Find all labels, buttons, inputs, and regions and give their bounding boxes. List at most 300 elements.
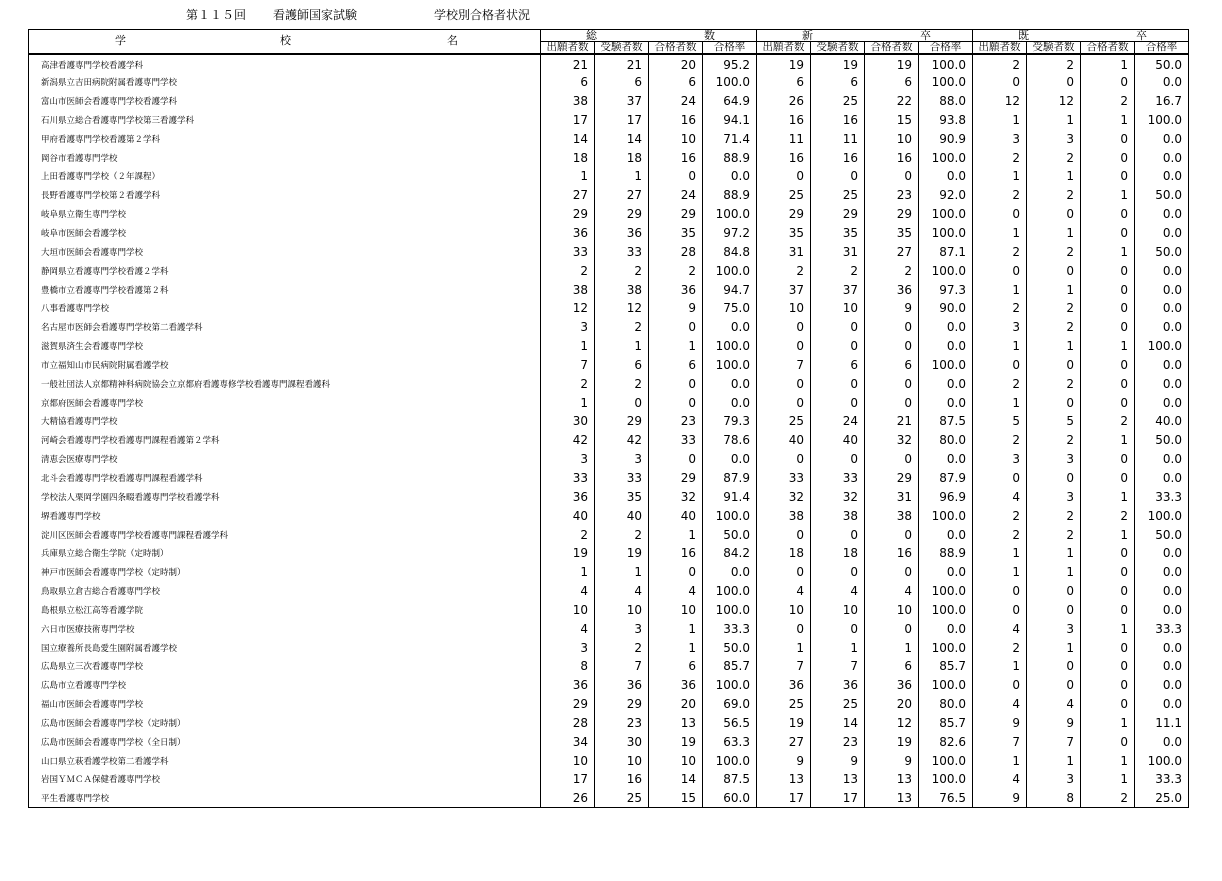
- total-applicants-cell: 1: [541, 167, 595, 186]
- total-passed-cell: 6: [649, 657, 703, 676]
- new-applicants-cell: 10: [757, 600, 811, 619]
- prior-applicants-cell: 1: [973, 224, 1027, 243]
- col-applicants: 出願者数: [541, 42, 595, 55]
- new-passed-cell: 9: [865, 751, 919, 770]
- total-examinees-cell: 30: [595, 732, 649, 751]
- total-examinees-cell: 16: [595, 770, 649, 789]
- new-pass-rate-cell: 100.0: [919, 205, 973, 224]
- new-applicants-cell: 32: [757, 487, 811, 506]
- new-pass-rate-cell: 100.0: [919, 638, 973, 657]
- table-row: [29, 487, 1189, 506]
- school-name-cell: 大精協看護専門学校: [29, 412, 541, 431]
- prior-examinees-cell: 3: [1027, 487, 1081, 506]
- table-row: [29, 431, 1189, 450]
- new-passed-cell: 21: [865, 412, 919, 431]
- new-examinees-cell: 35: [811, 224, 865, 243]
- total-applicants-cell: 38: [541, 280, 595, 299]
- total-pass-rate-cell: 0.0: [703, 393, 757, 412]
- total-pass-rate-cell: 100.0: [703, 205, 757, 224]
- col-pass-rate: 合格率: [703, 42, 757, 55]
- total-applicants-cell: 17: [541, 770, 595, 789]
- total-applicants-cell: 3: [541, 450, 595, 469]
- group-total-header: [541, 30, 757, 42]
- new-passed-cell: 0: [865, 525, 919, 544]
- total-applicants-cell: 2: [541, 525, 595, 544]
- prior-examinees-cell: 0: [1027, 657, 1081, 676]
- new-pass-rate-cell: 96.9: [919, 487, 973, 506]
- prior-passed-cell: 0: [1081, 280, 1135, 299]
- total-applicants-cell: 29: [541, 695, 595, 714]
- new-applicants-cell: 18: [757, 544, 811, 563]
- school-name-cell: 豊橋市立看護専門学校看護第２科: [29, 280, 541, 299]
- col-passed: 合格者数: [649, 42, 703, 55]
- new-examinees-cell: 29: [811, 205, 865, 224]
- new-passed-cell: 38: [865, 506, 919, 525]
- total-pass-rate-cell: 79.3: [703, 412, 757, 431]
- total-passed-cell: 0: [649, 563, 703, 582]
- school-name-cell: 八事看護専門学校: [29, 299, 541, 318]
- prior-examinees-cell: 0: [1027, 582, 1081, 601]
- prior-passed-cell: 0: [1081, 318, 1135, 337]
- prior-pass-rate-cell: 33.3: [1135, 487, 1189, 506]
- new-passed-cell: 10: [865, 600, 919, 619]
- total-passed-cell: 23: [649, 412, 703, 431]
- total-passed-cell: 19: [649, 732, 703, 751]
- total-passed-cell: 0: [649, 318, 703, 337]
- prior-applicants-cell: 0: [973, 600, 1027, 619]
- prior-pass-rate-cell: 50.0: [1135, 186, 1189, 205]
- new-passed-cell: 13: [865, 770, 919, 789]
- prior-examinees-cell: 0: [1027, 73, 1081, 92]
- new-passed-cell: 29: [865, 205, 919, 224]
- new-pass-rate-cell: 100.0: [919, 73, 973, 92]
- total-applicants-cell: 4: [541, 619, 595, 638]
- new-examinees-cell: 0: [811, 393, 865, 412]
- prior-applicants-cell: 3: [973, 318, 1027, 337]
- total-passed-cell: 40: [649, 506, 703, 525]
- total-examinees-cell: 7: [595, 657, 649, 676]
- total-pass-rate-cell: 69.0: [703, 695, 757, 714]
- new-applicants-cell: 37: [757, 280, 811, 299]
- total-passed-cell: 32: [649, 487, 703, 506]
- total-passed-cell: 10: [649, 751, 703, 770]
- total-applicants-cell: 3: [541, 638, 595, 657]
- new-passed-cell: 20: [865, 695, 919, 714]
- total-pass-rate-cell: 78.6: [703, 431, 757, 450]
- table-row: [29, 224, 1189, 243]
- new-passed-cell: 35: [865, 224, 919, 243]
- prior-passed-cell: 1: [1081, 770, 1135, 789]
- total-passed-cell: 0: [649, 374, 703, 393]
- table-row: [29, 92, 1189, 111]
- total-examinees-cell: 6: [595, 73, 649, 92]
- new-passed-cell: 0: [865, 450, 919, 469]
- new-passed-cell: 2: [865, 261, 919, 280]
- school-name-cell: 石川県立総合看護専門学校第三看護学科: [29, 111, 541, 130]
- new-applicants-cell: 16: [757, 111, 811, 130]
- new-examinees-cell: 25: [811, 695, 865, 714]
- new-pass-rate-cell: 0.0: [919, 619, 973, 638]
- total-passed-cell: 15: [649, 789, 703, 808]
- prior-examinees-cell: 2: [1027, 299, 1081, 318]
- new-passed-cell: 0: [865, 563, 919, 582]
- prior-applicants-cell: 0: [973, 73, 1027, 92]
- total-applicants-cell: 36: [541, 676, 595, 695]
- school-name-header: [29, 30, 541, 55]
- new-pass-rate-cell: 76.5: [919, 789, 973, 808]
- prior-examinees-cell: 0: [1027, 393, 1081, 412]
- total-applicants-cell: 36: [541, 224, 595, 243]
- new-examinees-cell: 4: [811, 582, 865, 601]
- total-pass-rate-cell: 87.9: [703, 469, 757, 488]
- total-applicants-cell: 12: [541, 299, 595, 318]
- prior-pass-rate-cell: 0.0: [1135, 638, 1189, 657]
- table-row: [29, 261, 1189, 280]
- total-passed-cell: 10: [649, 129, 703, 148]
- school-name-cell: 岩国ＹＭＣＡ保健看護専門学校: [29, 770, 541, 789]
- total-applicants-cell: 10: [541, 600, 595, 619]
- col-examinees: 受験者数: [1027, 42, 1081, 55]
- new-passed-cell: 13: [865, 789, 919, 808]
- school-name-cell: 長野看護専門学校第２看護学科: [29, 186, 541, 205]
- total-examinees-cell: 42: [595, 431, 649, 450]
- total-passed-cell: 0: [649, 450, 703, 469]
- total-passed-cell: 16: [649, 544, 703, 563]
- new-passed-cell: 10: [865, 129, 919, 148]
- prior-examinees-cell: 0: [1027, 261, 1081, 280]
- prior-passed-cell: 0: [1081, 657, 1135, 676]
- total-applicants-cell: 21: [541, 54, 595, 73]
- total-examinees-cell: 10: [595, 600, 649, 619]
- new-pass-rate-cell: 0.0: [919, 337, 973, 356]
- new-examinees-cell: 25: [811, 92, 865, 111]
- school-name-cell: 岐阜市医師会看護学校: [29, 224, 541, 243]
- prior-examinees-cell: 1: [1027, 224, 1081, 243]
- total-examinees-cell: 2: [595, 318, 649, 337]
- new-examinees-cell: 0: [811, 318, 865, 337]
- new-passed-cell: 31: [865, 487, 919, 506]
- total-pass-rate-cell: 56.5: [703, 714, 757, 733]
- new-applicants-cell: 1: [757, 638, 811, 657]
- new-pass-rate-cell: 82.6: [919, 732, 973, 751]
- prior-pass-rate-cell: 0.0: [1135, 600, 1189, 619]
- prior-passed-cell: 0: [1081, 450, 1135, 469]
- prior-applicants-cell: 4: [973, 770, 1027, 789]
- table-row: [29, 638, 1189, 657]
- prior-examinees-cell: 3: [1027, 129, 1081, 148]
- total-examinees-cell: 17: [595, 111, 649, 130]
- prior-pass-rate-cell: 0.0: [1135, 544, 1189, 563]
- prior-pass-rate-cell: 16.7: [1135, 92, 1189, 111]
- new-examinees-cell: 0: [811, 525, 865, 544]
- new-applicants-cell: 25: [757, 412, 811, 431]
- total-pass-rate-cell: 91.4: [703, 487, 757, 506]
- new-applicants-cell: 19: [757, 714, 811, 733]
- total-passed-cell: 29: [649, 205, 703, 224]
- prior-examinees-cell: 2: [1027, 148, 1081, 167]
- prior-pass-rate-cell: 0.0: [1135, 224, 1189, 243]
- total-examinees-cell: 10: [595, 751, 649, 770]
- new-passed-cell: 0: [865, 318, 919, 337]
- new-pass-rate-cell: 88.9: [919, 544, 973, 563]
- total-examinees-cell: 33: [595, 469, 649, 488]
- total-examinees-cell: 27: [595, 186, 649, 205]
- total-pass-rate-cell: 64.9: [703, 92, 757, 111]
- prior-applicants-cell: 4: [973, 619, 1027, 638]
- header-char-1: 学: [115, 34, 126, 47]
- prior-applicants-cell: 2: [973, 242, 1027, 261]
- new-passed-cell: 22: [865, 92, 919, 111]
- prior-pass-rate-cell: 0.0: [1135, 73, 1189, 92]
- school-name-cell: 大垣市医師会看護専門学校: [29, 242, 541, 261]
- school-name-cell: 神戸市医師会看護専門学校（定時制）: [29, 563, 541, 582]
- prior-examinees-cell: 1: [1027, 638, 1081, 657]
- prior-pass-rate-cell: 0.0: [1135, 129, 1189, 148]
- prior-applicants-cell: 0: [973, 356, 1027, 375]
- new-pass-rate-cell: 100.0: [919, 224, 973, 243]
- new-applicants-cell: 13: [757, 770, 811, 789]
- total-applicants-cell: 29: [541, 205, 595, 224]
- total-passed-cell: 0: [649, 167, 703, 186]
- prior-pass-rate-cell: 0.0: [1135, 148, 1189, 167]
- total-passed-cell: 36: [649, 280, 703, 299]
- prior-pass-rate-cell: 100.0: [1135, 337, 1189, 356]
- table-row: [29, 374, 1189, 393]
- col-passed: 合格者数: [1081, 42, 1135, 55]
- total-pass-rate-cell: 100.0: [703, 73, 757, 92]
- new-pass-rate-cell: 100.0: [919, 506, 973, 525]
- total-examinees-cell: 3: [595, 450, 649, 469]
- total-applicants-cell: 6: [541, 73, 595, 92]
- col-pass-rate: 合格率: [919, 42, 973, 55]
- total-applicants-cell: 17: [541, 111, 595, 130]
- new-applicants-cell: 10: [757, 299, 811, 318]
- prior-passed-cell: 1: [1081, 751, 1135, 770]
- new-examinees-cell: 2: [811, 261, 865, 280]
- new-examinees-cell: 31: [811, 242, 865, 261]
- prior-passed-cell: 0: [1081, 695, 1135, 714]
- prior-passed-cell: 0: [1081, 374, 1135, 393]
- group-prior-header: [973, 30, 1189, 42]
- total-applicants-cell: 33: [541, 242, 595, 261]
- prior-examinees-cell: 2: [1027, 318, 1081, 337]
- total-passed-cell: 28: [649, 242, 703, 261]
- prior-applicants-cell: 1: [973, 657, 1027, 676]
- new-applicants-cell: 6: [757, 73, 811, 92]
- total-examinees-cell: 33: [595, 242, 649, 261]
- prior-applicants-cell: 2: [973, 525, 1027, 544]
- total-pass-rate-cell: 0.0: [703, 374, 757, 393]
- prior-passed-cell: 1: [1081, 337, 1135, 356]
- table-row: [29, 751, 1189, 770]
- prior-pass-rate-cell: 50.0: [1135, 54, 1189, 73]
- total-examinees-cell: 29: [595, 695, 649, 714]
- table-row: [29, 205, 1189, 224]
- new-passed-cell: 16: [865, 544, 919, 563]
- new-pass-rate-cell: 93.8: [919, 111, 973, 130]
- total-pass-rate-cell: 100.0: [703, 600, 757, 619]
- total-passed-cell: 6: [649, 356, 703, 375]
- new-pass-rate-cell: 90.0: [919, 299, 973, 318]
- new-examinees-cell: 0: [811, 619, 865, 638]
- new-passed-cell: 15: [865, 111, 919, 130]
- new-pass-rate-cell: 85.7: [919, 714, 973, 733]
- new-pass-rate-cell: 0.0: [919, 374, 973, 393]
- total-examinees-cell: 18: [595, 148, 649, 167]
- table-row: [29, 600, 1189, 619]
- prior-examinees-cell: 4: [1027, 695, 1081, 714]
- prior-examinees-cell: 1: [1027, 167, 1081, 186]
- prior-passed-cell: 0: [1081, 148, 1135, 167]
- new-pass-rate-cell: 0.0: [919, 393, 973, 412]
- prior-examinees-cell: 1: [1027, 280, 1081, 299]
- total-examinees-cell: 12: [595, 299, 649, 318]
- total-applicants-cell: 38: [541, 92, 595, 111]
- school-name-cell: 鳥取県立倉吉総合看護専門学校: [29, 582, 541, 601]
- prior-applicants-cell: 4: [973, 695, 1027, 714]
- prior-passed-cell: 0: [1081, 129, 1135, 148]
- new-passed-cell: 0: [865, 619, 919, 638]
- new-applicants-cell: 9: [757, 751, 811, 770]
- total-pass-rate-cell: 84.2: [703, 544, 757, 563]
- total-applicants-cell: 34: [541, 732, 595, 751]
- total-applicants-cell: 33: [541, 469, 595, 488]
- total-pass-rate-cell: 60.0: [703, 789, 757, 808]
- header-char-2: 校: [280, 34, 291, 47]
- table-row: [29, 450, 1189, 469]
- new-passed-cell: 19: [865, 732, 919, 751]
- total-examinees-cell: 6: [595, 356, 649, 375]
- table-row: [29, 469, 1189, 488]
- prior-applicants-cell: 1: [973, 280, 1027, 299]
- prior-pass-rate-cell: 100.0: [1135, 506, 1189, 525]
- prior-pass-rate-cell: 0.0: [1135, 582, 1189, 601]
- table-row: [29, 506, 1189, 525]
- table-row: [29, 356, 1189, 375]
- new-pass-rate-cell: 0.0: [919, 318, 973, 337]
- prior-passed-cell: 1: [1081, 619, 1135, 638]
- prior-examinees-cell: 2: [1027, 525, 1081, 544]
- school-name-cell: 島根県立松江高等看護学院: [29, 600, 541, 619]
- new-passed-cell: 0: [865, 337, 919, 356]
- prior-applicants-cell: 9: [973, 789, 1027, 808]
- prior-pass-rate-cell: 0.0: [1135, 732, 1189, 751]
- prior-examinees-cell: 3: [1027, 450, 1081, 469]
- total-passed-cell: 13: [649, 714, 703, 733]
- school-name-cell: 名古屋市医師会看護専門学校第二看護学科: [29, 318, 541, 337]
- exam-name: 看護師国家試験: [273, 8, 358, 22]
- total-passed-cell: 4: [649, 582, 703, 601]
- total-pass-rate-cell: 87.5: [703, 770, 757, 789]
- new-passed-cell: 0: [865, 167, 919, 186]
- prior-applicants-cell: 3: [973, 450, 1027, 469]
- total-applicants-cell: 28: [541, 714, 595, 733]
- new-examinees-cell: 0: [811, 374, 865, 393]
- total-examinees-cell: 2: [595, 261, 649, 280]
- prior-passed-cell: 0: [1081, 205, 1135, 224]
- new-examinees-cell: 40: [811, 431, 865, 450]
- prior-examinees-cell: 12: [1027, 92, 1081, 111]
- table-row: [29, 789, 1189, 808]
- new-passed-cell: 29: [865, 469, 919, 488]
- prior-passed-cell: 1: [1081, 186, 1135, 205]
- total-applicants-cell: 26: [541, 789, 595, 808]
- total-passed-cell: 1: [649, 525, 703, 544]
- new-passed-cell: 1: [865, 638, 919, 657]
- school-name-cell: 広島市立看護専門学校: [29, 676, 541, 695]
- school-name-cell: 清恵会医療専門学校: [29, 450, 541, 469]
- total-pass-rate-cell: 84.8: [703, 242, 757, 261]
- prior-passed-cell: 0: [1081, 732, 1135, 751]
- new-applicants-cell: 0: [757, 393, 811, 412]
- prior-pass-rate-cell: 0.0: [1135, 469, 1189, 488]
- total-applicants-cell: 2: [541, 374, 595, 393]
- prior-examinees-cell: 1: [1027, 563, 1081, 582]
- prior-applicants-cell: 0: [973, 261, 1027, 280]
- prior-passed-cell: 0: [1081, 261, 1135, 280]
- new-passed-cell: 27: [865, 242, 919, 261]
- new-examinees-cell: 33: [811, 469, 865, 488]
- school-name-cell: 滋賀県済生会看護専門学校: [29, 337, 541, 356]
- prior-passed-cell: 2: [1081, 789, 1135, 808]
- prior-passed-cell: 1: [1081, 525, 1135, 544]
- new-examinees-cell: 0: [811, 563, 865, 582]
- results-body: [29, 54, 1189, 808]
- prior-passed-cell: 0: [1081, 563, 1135, 582]
- total-applicants-cell: 18: [541, 148, 595, 167]
- prior-examinees-cell: 8: [1027, 789, 1081, 808]
- school-name-cell: 六日市医療技術専門学校: [29, 619, 541, 638]
- table-row: [29, 412, 1189, 431]
- school-name-cell: 新潟県立吉田病院附属看護専門学校: [29, 73, 541, 92]
- new-pass-rate-cell: 87.9: [919, 469, 973, 488]
- total-passed-cell: 35: [649, 224, 703, 243]
- new-pass-rate-cell: 0.0: [919, 450, 973, 469]
- school-name-cell: 広島県立三次看護専門学校: [29, 657, 541, 676]
- table-row: [29, 129, 1189, 148]
- school-name-cell: 広島市医師会看護専門学校（定時制）: [29, 714, 541, 733]
- total-passed-cell: 33: [649, 431, 703, 450]
- prior-applicants-cell: 2: [973, 638, 1027, 657]
- prior-pass-rate-cell: 33.3: [1135, 619, 1189, 638]
- total-examinees-cell: 25: [595, 789, 649, 808]
- new-applicants-cell: 19: [757, 54, 811, 73]
- school-name-cell: 市立福知山市民病院附属看護学校: [29, 356, 541, 375]
- new-pass-rate-cell: 0.0: [919, 525, 973, 544]
- school-name-cell: 淀川区医師会看護専門学校看護専門課程看護学科: [29, 525, 541, 544]
- prior-passed-cell: 2: [1081, 92, 1135, 111]
- new-pass-rate-cell: 80.0: [919, 695, 973, 714]
- prior-examinees-cell: 0: [1027, 676, 1081, 695]
- prior-examinees-cell: 2: [1027, 186, 1081, 205]
- table-row: [29, 73, 1189, 92]
- prior-pass-rate-cell: 50.0: [1135, 431, 1189, 450]
- col-passed: 合格者数: [865, 42, 919, 55]
- school-name-cell: 河崎会看護専門学校看護専門課程看護第２学科: [29, 431, 541, 450]
- prior-examinees-cell: 2: [1027, 431, 1081, 450]
- prior-applicants-cell: 7: [973, 732, 1027, 751]
- new-pass-rate-cell: 88.0: [919, 92, 973, 111]
- prior-applicants-cell: 0: [973, 469, 1027, 488]
- prior-applicants-cell: 2: [973, 186, 1027, 205]
- total-pass-rate-cell: 85.7: [703, 657, 757, 676]
- school-name-cell: 国立療養所長島愛生園附属看護学校: [29, 638, 541, 657]
- prior-pass-rate-cell: 0.0: [1135, 695, 1189, 714]
- total-applicants-cell: 1: [541, 563, 595, 582]
- total-passed-cell: 6: [649, 73, 703, 92]
- total-applicants-cell: 1: [541, 337, 595, 356]
- table-row: [29, 280, 1189, 299]
